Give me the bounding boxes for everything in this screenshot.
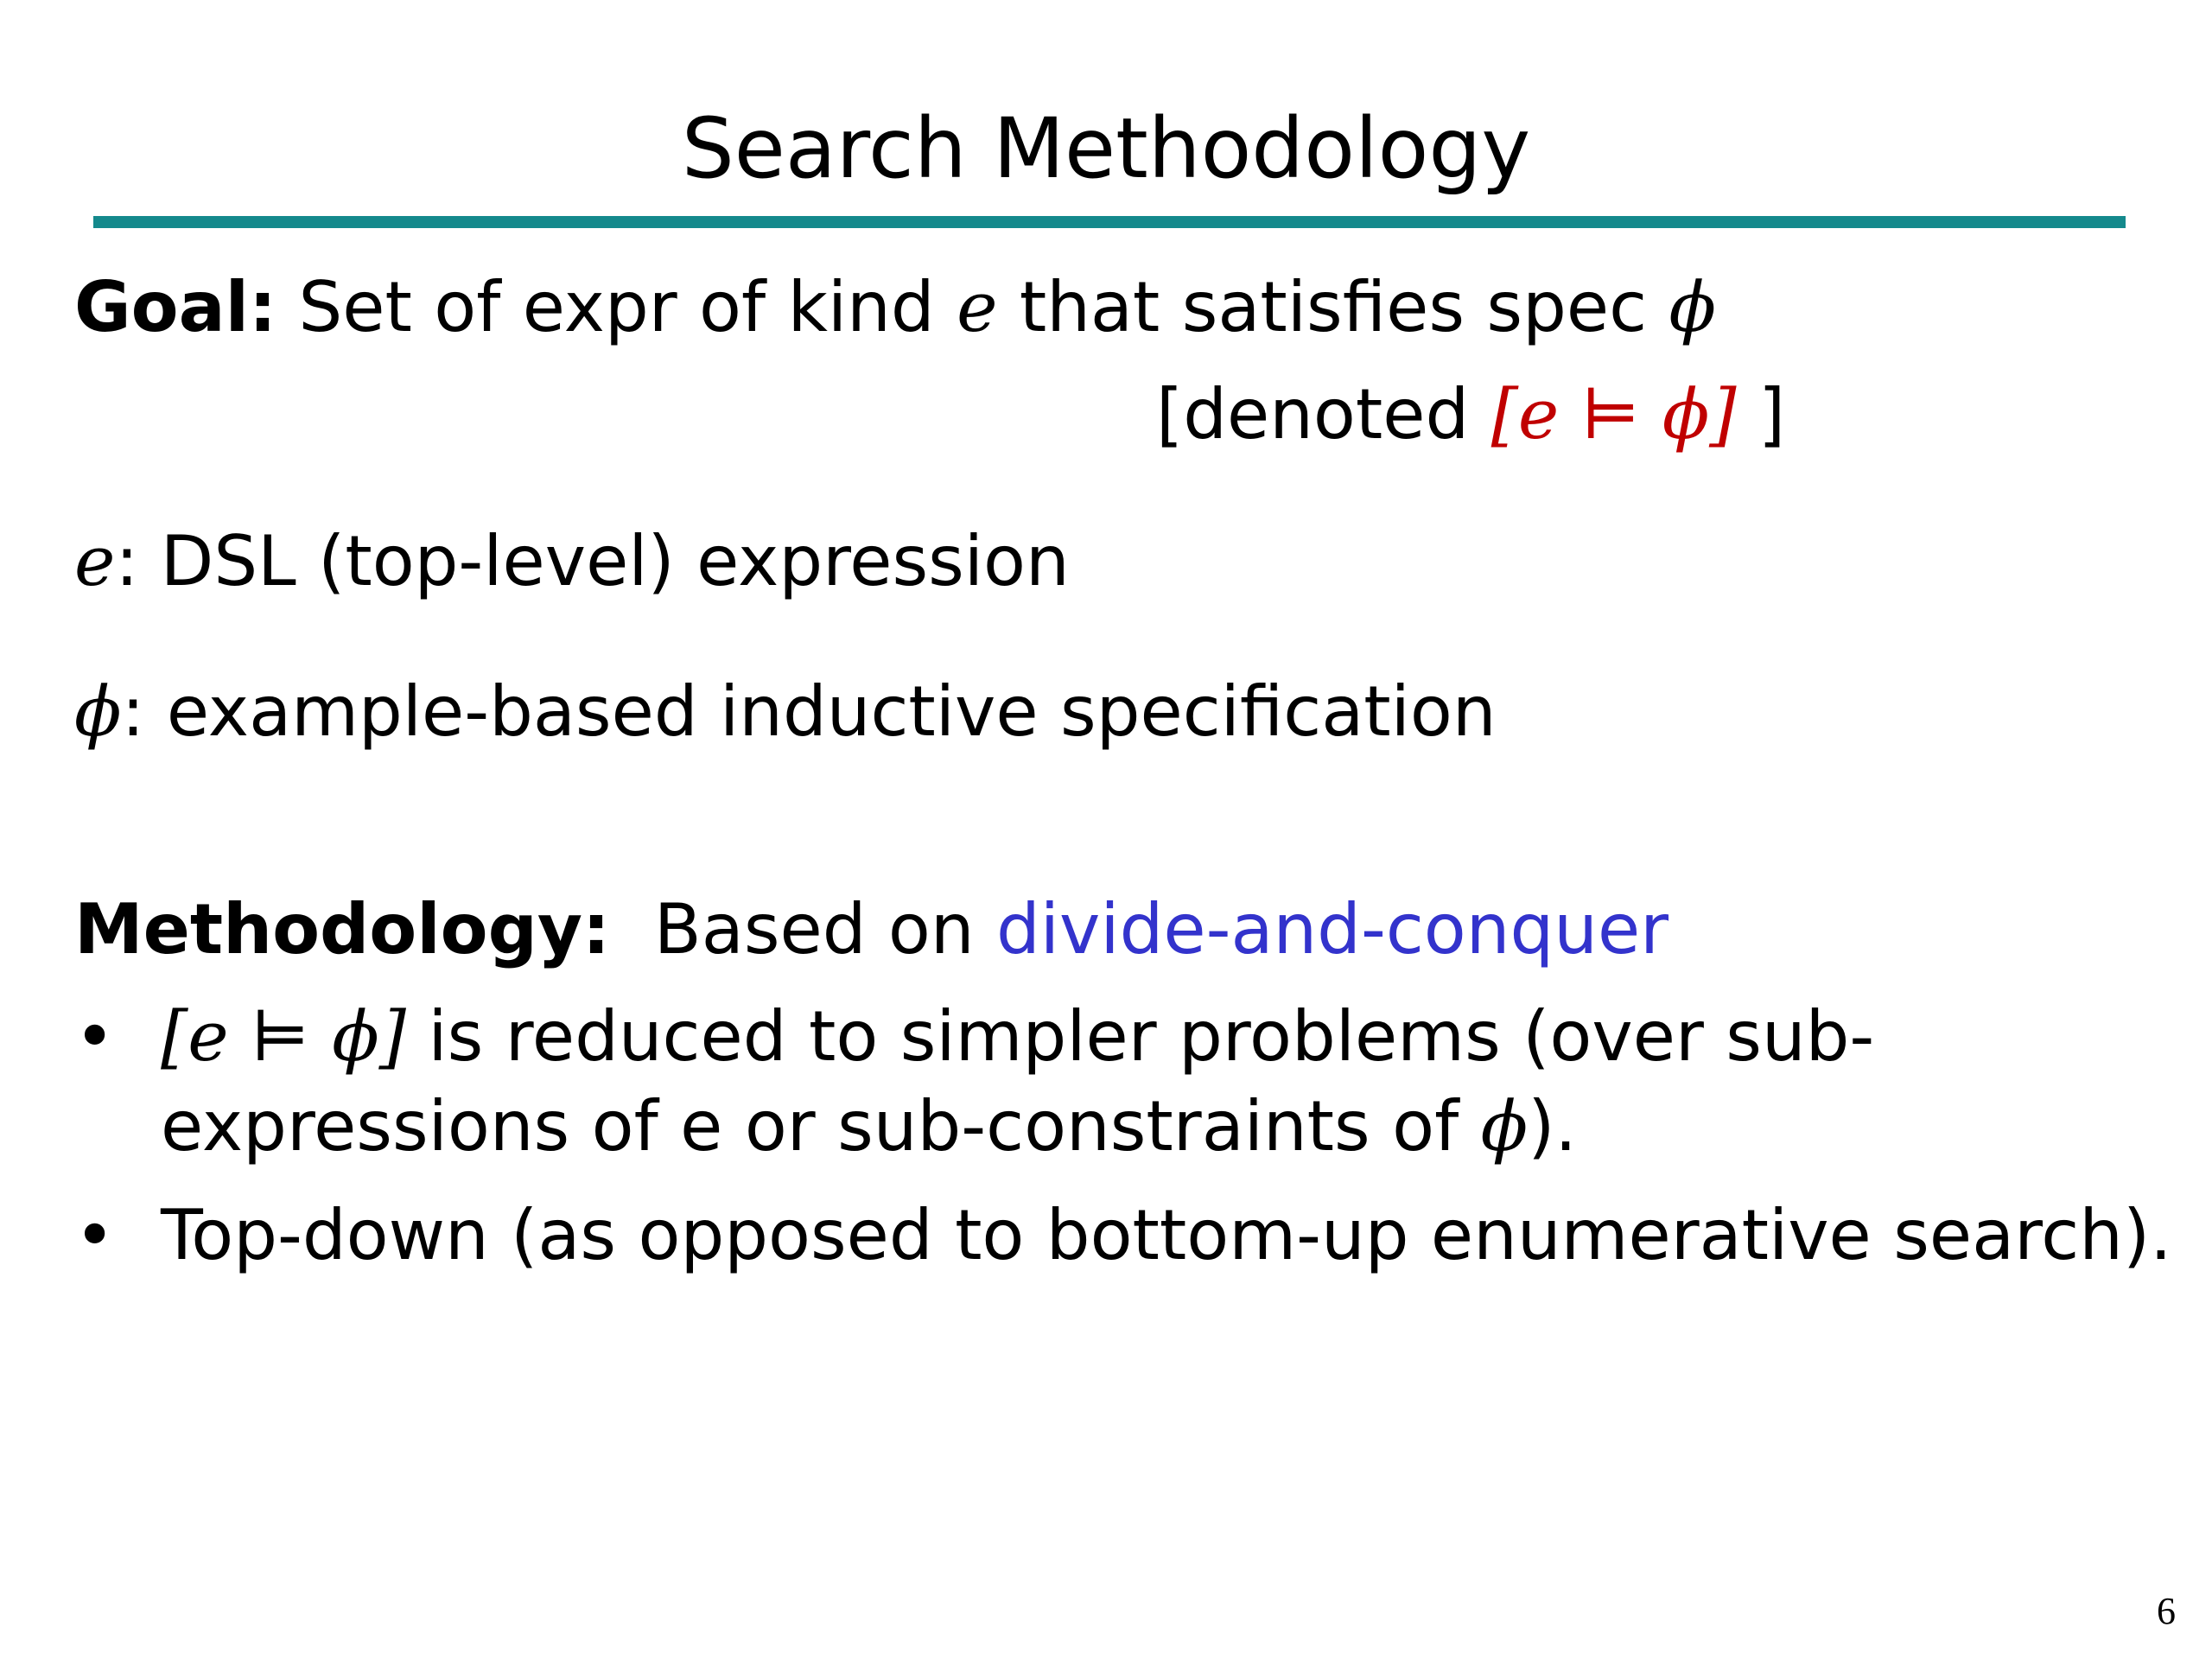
page-number: 6 [2157,1590,2176,1632]
phi-symbol: ϕ [74,671,122,752]
bullet-2-text: Top-down (as opposed to bottom-up enumerative search). [161,1195,2172,1275]
bullet-1-phi: ϕ [1480,1086,1529,1166]
methodology-label: Methodology: [74,889,611,969]
goal-e-symbol: e [957,267,998,347]
denoted-math: [e ⊨ ϕ] [1491,374,1737,454]
e-definition-text: : DSL (top-level) expression [115,521,1070,601]
phi-definition-text: : example-based inductive specification [121,671,1497,752]
methodology-text: Based on [610,889,996,969]
goal-label: Goal: [74,267,277,347]
goal-text-1: Set of expr of kind [276,267,957,347]
bullet-1-math: [e ⊨ ϕ] [161,996,406,1077]
bullet-1-line-2-end: ). [1528,1086,1577,1166]
goal-phi-symbol: ϕ [1669,267,1717,347]
page-title: Search Methodology [681,100,1531,197]
denoted-line [1156,372,1785,458]
bullet-1-line-1 [161,994,1874,1080]
bullet-1-marker: • [74,996,116,1077]
bullet-1-text: is reduced to simpler problems (over sub- [405,996,1875,1077]
phi-definition [74,669,1497,755]
title-underline [93,216,2126,228]
e-symbol: e [74,521,116,601]
methodology-highlight: divide-and-conquer [996,889,1669,969]
denoted-open: [denoted [1156,374,1491,454]
methodology-line [74,887,1669,973]
bullet-1-line-2 [161,1084,1577,1170]
bullet-2-marker: • [74,1195,116,1275]
e-definition [74,518,1070,605]
goal-text-2: that satisfies spec [997,267,1669,347]
goal-line [74,264,1716,351]
bullet-1-line-2-text: expressions of e or sub-constraints of [161,1086,1481,1166]
denoted-close: ] [1736,374,1786,454]
